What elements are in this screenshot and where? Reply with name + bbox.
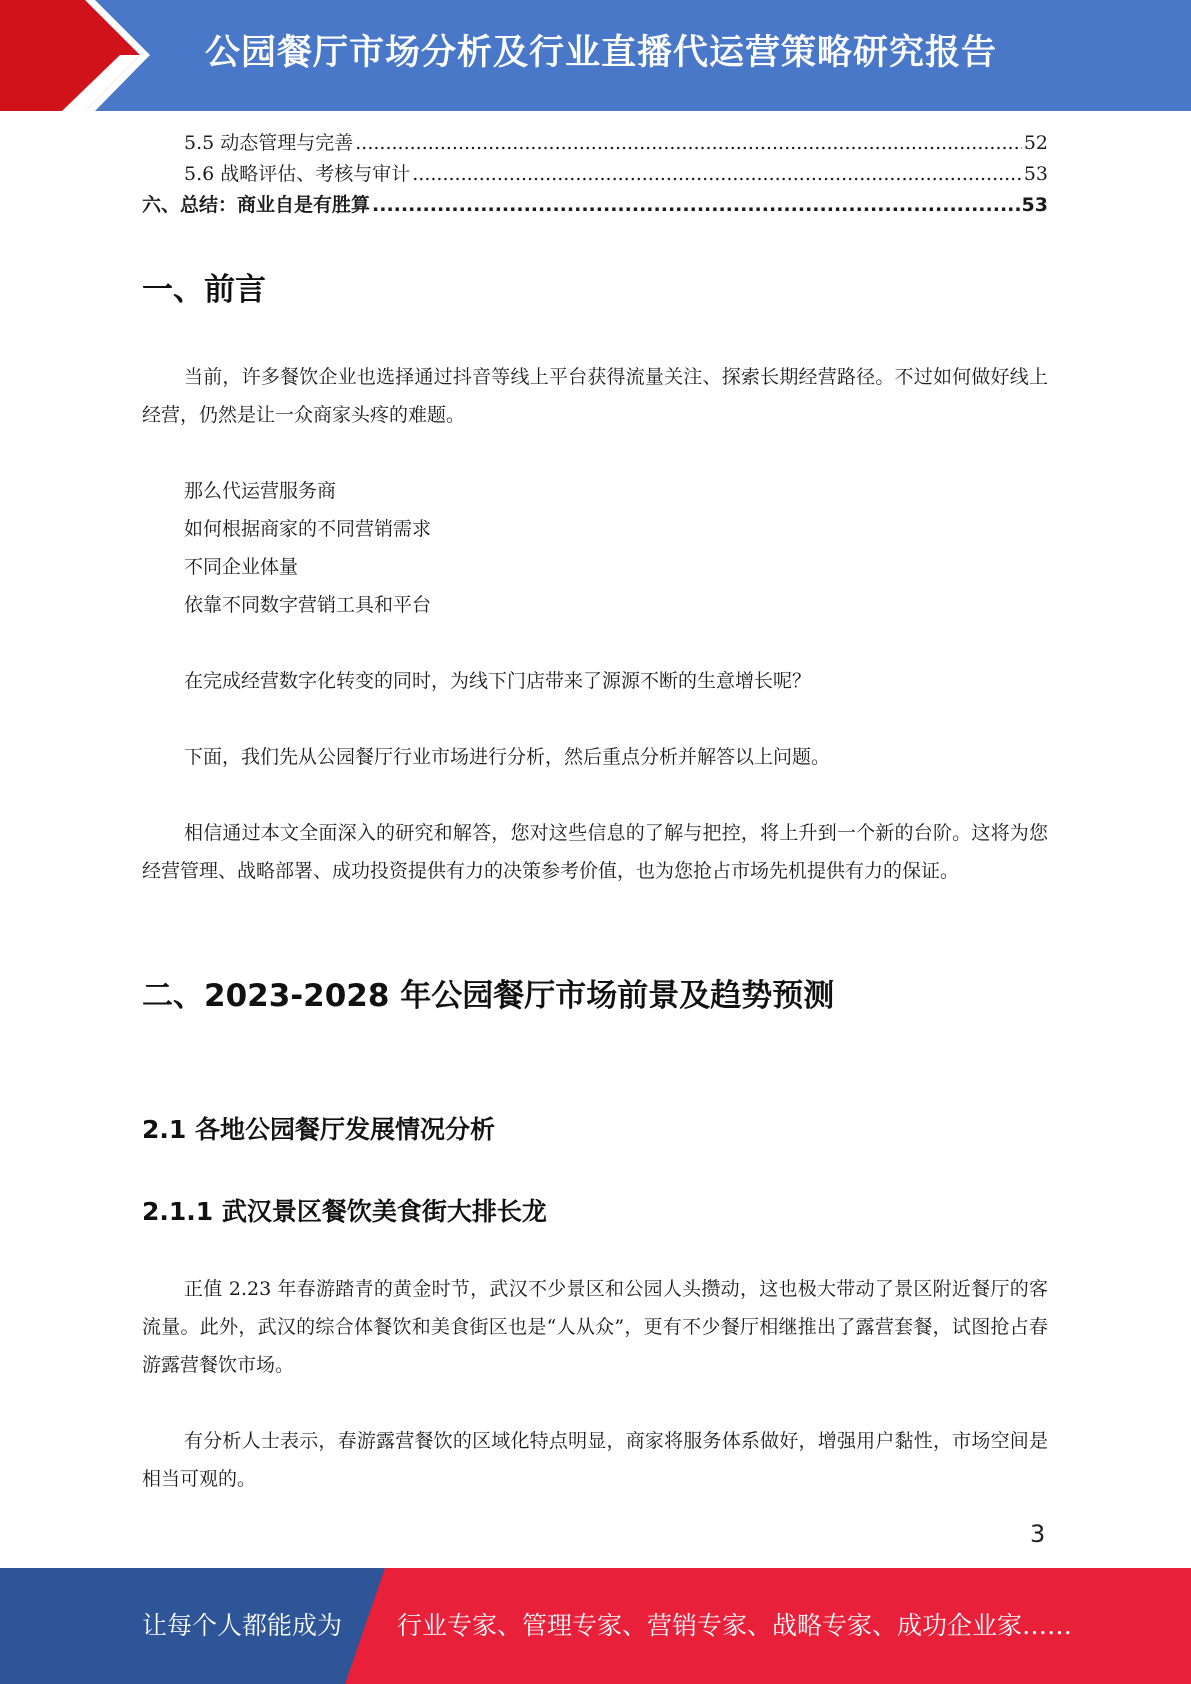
toc-entry[interactable] [142,128,1048,159]
paragraph: 下面，我们先从公园餐厅行业市场进行分析，然后重点分析并解答以上问题。 [184,746,831,768]
toc-label: 5.5 动态管理与完善 [184,132,354,154]
toc-entry[interactable] [142,159,1048,190]
report-title: 公园餐厅市场分析及行业直播代运营策略研究报告 [205,33,998,73]
paragraph: 在完成经营数字化转变的同时，为线下门店带来了源源不断的生意增长呢？ [184,670,812,692]
toc-leader [355,132,1022,154]
page-header [0,0,1191,111]
toc-label: 六、总结：商业自是有胜算 [142,194,371,216]
page-number: 3 [1030,1520,1046,1548]
toc-page: 53 [1023,163,1048,185]
subsection-heading: 2.1.1 武汉景区餐饮美食街大排长龙 [142,1197,547,1226]
list-line: 那么代运营服务商 [184,480,337,502]
footer-lead-text: 让每个人都能成为 [142,1611,343,1640]
page-footer [0,1568,1191,1684]
paragraph: 当前，许多餐饮企业也选择通过抖音等线上平台获得流量关注、探索长期经营路径。不过如何做好线上经营，仍然是让一众商家头疼的难题。 [142,366,1048,426]
paragraph: 正值 2.23 年春游踏青的黄金时节，武汉不少景区和公园人头攒动，这也极大带动了景区附近餐厅的客流量。此外，武汉的综合体餐饮和美食街区也是“人从众”，更有不少餐厅相继推出了露营套餐，试图抢占春游露营餐饮市场。 [142,1278,1048,1376]
toc-leader [372,194,1020,216]
list-line: 不同企业体量 [184,556,299,578]
header-chevron-icon [0,0,150,111]
list-line: 依靠不同数字营销工具和平台 [184,594,432,616]
paragraph: 有分析人士表示，春游露营餐饮的区域化特点明显，商家将服务体系做好，增强用户黏性，市场空间是相当可观的。 [142,1430,1048,1490]
paragraph: 相信通过本文全面深入的研究和解答，您对这些信息的了解与把控，将上升到一个新的台阶。这将为您经营管理、战略部署、成功投资提供有力的决策参考价值，也为您抢占市场先机提供有力的保证。 [142,822,1048,882]
section-heading: 二、2023-2028 年公园餐厅市场前景及趋势预测 [142,978,835,1014]
toc-page: 53 [1021,194,1048,216]
toc-label: 5.6 战略评估、考核与审计 [184,163,411,185]
toc-page: 52 [1023,132,1048,154]
table-of-contents [142,128,1048,221]
section-heading: 一、前言 [142,272,266,308]
list-line: 如何根据商家的不同营销需求 [184,518,432,540]
toc-entry[interactable] [142,190,1048,221]
subsection-heading: 2.1 各地公园餐厅发展情况分析 [142,1115,495,1144]
footer-slogan: 行业专家、管理专家、营销专家、战略专家、成功企业家…… [397,1611,1073,1640]
toc-leader [412,163,1022,185]
